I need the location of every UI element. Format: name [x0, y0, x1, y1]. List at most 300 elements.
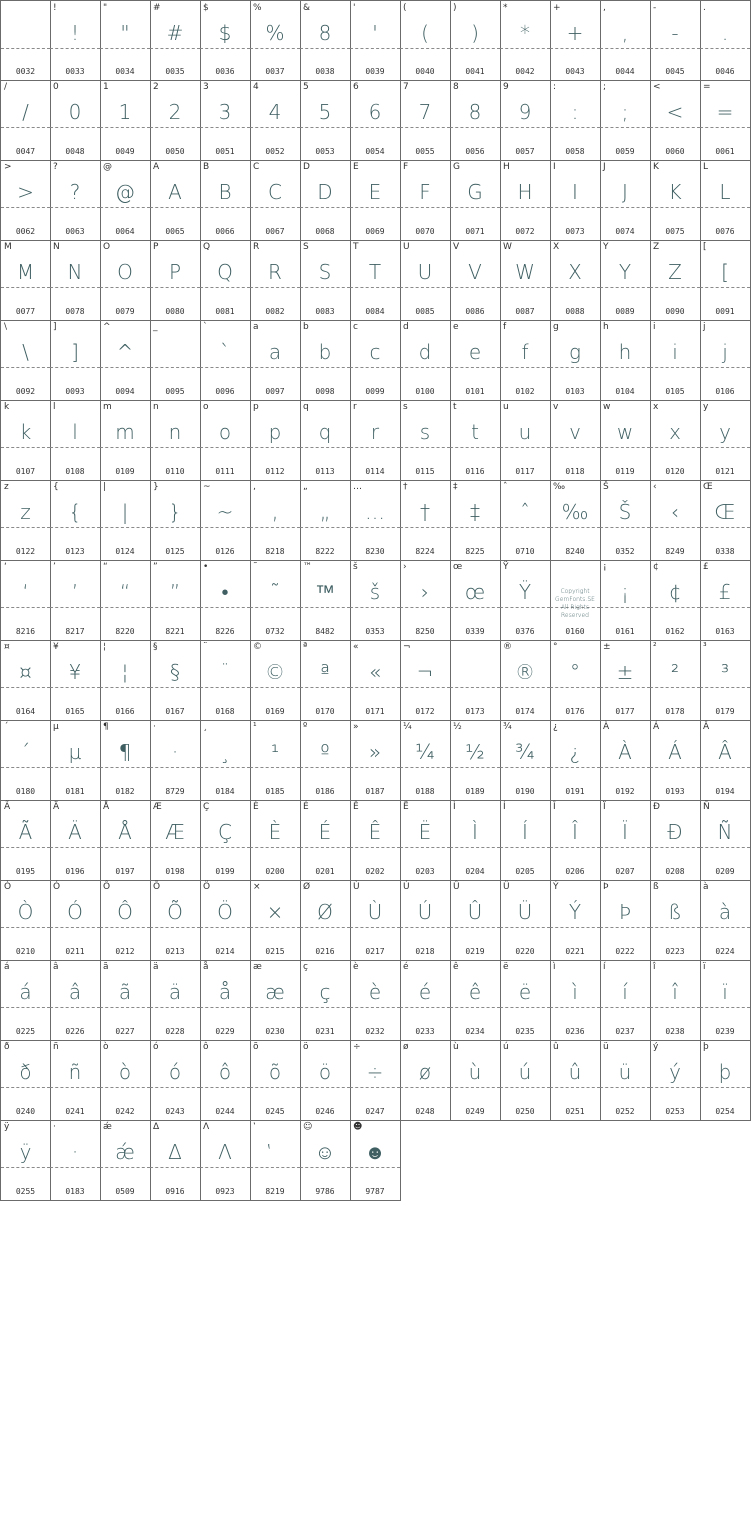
glyph-cell — [250, 1040, 301, 1121]
glyph-label: ¼ — [403, 722, 412, 732]
glyph-code: 0231 — [315, 1027, 335, 1036]
glyph-cell — [600, 0, 651, 81]
glyph-sample: ¢ — [668, 580, 682, 604]
glyph-label: V — [453, 242, 460, 252]
glyph-sample: ò — [118, 1060, 132, 1084]
glyph-cell — [400, 240, 451, 321]
glyph-label: ü — [603, 1042, 609, 1052]
baseline-guide — [350, 767, 400, 768]
baseline-guide — [300, 927, 350, 928]
glyph-sample: O — [117, 260, 133, 284]
glyph-cell — [450, 800, 501, 881]
glyph-label: › — [403, 562, 407, 572]
glyph-sample: ' — [372, 21, 378, 45]
baseline-guide — [600, 847, 650, 848]
glyph-sample: h — [618, 340, 632, 364]
glyph-cell — [450, 960, 501, 1041]
glyph-label: @ — [103, 162, 112, 172]
glyph-code: 0376 — [515, 627, 535, 636]
glyph-cell — [400, 160, 451, 241]
glyph-cell — [250, 640, 301, 721]
glyph-code: 8482 — [315, 627, 335, 636]
baseline-guide — [350, 1087, 400, 1088]
glyph-label: Ñ — [703, 802, 710, 812]
glyph-code: 0165 — [65, 707, 85, 716]
glyph-code: 0190 — [515, 787, 535, 796]
glyph-cell — [250, 320, 301, 401]
glyph-sample: a — [268, 340, 282, 364]
glyph-code: 8217 — [65, 627, 85, 636]
glyph-sample: U — [417, 260, 433, 284]
baseline-guide — [100, 687, 150, 688]
glyph-label: ² — [653, 642, 657, 652]
glyph-cell — [350, 1040, 401, 1121]
glyph-code: 0169 — [265, 707, 285, 716]
baseline-guide — [350, 527, 400, 528]
baseline-guide — [600, 607, 650, 608]
baseline-guide — [150, 767, 200, 768]
glyph-cell — [100, 400, 151, 481]
baseline-guide — [100, 847, 150, 848]
glyph-label: Ù — [353, 882, 360, 892]
glyph-label: Ç — [203, 802, 210, 812]
glyph-cell — [550, 240, 601, 321]
glyph-label: Z — [653, 242, 660, 252]
baseline-guide — [550, 1087, 600, 1088]
baseline-guide — [500, 527, 550, 528]
baseline-guide — [500, 447, 550, 448]
glyph-label: b — [303, 322, 309, 332]
glyph-cell — [300, 400, 351, 481]
glyph-cell — [50, 800, 101, 881]
glyph-code: 0041 — [465, 67, 485, 76]
glyph-label: ® — [503, 642, 512, 652]
glyph-code: 0105 — [665, 387, 685, 396]
glyph-code: 0075 — [665, 227, 685, 236]
glyph-sample: l — [72, 420, 78, 444]
glyph-code: 0255 — [15, 1187, 36, 1196]
baseline-guide — [50, 367, 100, 368]
baseline-guide — [150, 207, 200, 208]
glyph-sample: 6 — [368, 100, 382, 124]
glyph-sample: Λ — [218, 1140, 232, 1164]
glyph-sample: Z — [668, 260, 682, 284]
baseline-guide — [400, 1087, 450, 1088]
glyph-sample: ‹ — [671, 500, 679, 524]
glyph-code: 0509 — [115, 1187, 135, 1196]
glyph-sample: [ — [721, 260, 729, 284]
baseline-guide — [500, 1087, 550, 1088]
glyph-sample: Á — [668, 740, 682, 764]
glyph-sample: È — [268, 820, 282, 844]
glyph-sample: A — [168, 180, 182, 204]
glyph-code: 0194 — [715, 787, 735, 796]
baseline-guide — [550, 687, 600, 688]
glyph-label: À — [603, 722, 610, 732]
glyph-code: 0205 — [515, 867, 535, 876]
glyph-cell — [550, 400, 601, 481]
glyph-label: ç — [303, 962, 308, 972]
glyph-cell — [500, 80, 551, 161]
glyph-sample: J — [622, 180, 628, 204]
glyph-label: Ï — [603, 802, 606, 812]
glyph-code: 0242 — [115, 1107, 135, 1116]
baseline-guide — [250, 367, 300, 368]
glyph-cell — [500, 0, 551, 81]
glyph-cell — [700, 1040, 751, 1121]
glyph-sample: ` — [220, 340, 230, 364]
glyph-label: I — [553, 162, 556, 172]
glyph-cell — [200, 320, 251, 401]
glyph-sample: ´ — [20, 740, 31, 764]
glyph-label: v — [553, 402, 559, 412]
glyph-code: 0086 — [465, 307, 485, 316]
glyph-sample: ù — [468, 1060, 482, 1084]
glyph-cell — [450, 880, 501, 961]
baseline-guide — [400, 607, 450, 608]
glyph-sample: é — [418, 980, 432, 1004]
glyph-sample: Ê — [368, 820, 382, 844]
glyph-sample: Í — [522, 820, 528, 844]
glyph-cell — [450, 1040, 501, 1121]
glyph-code: 0108 — [65, 467, 85, 476]
glyph-sample: $ — [218, 21, 232, 45]
glyph-code: 8224 — [415, 547, 435, 556]
glyph-code: 0228 — [165, 1027, 185, 1036]
glyph-cell — [350, 160, 401, 241]
glyph-code: 8249 — [665, 547, 685, 556]
glyph-cell — [300, 160, 351, 241]
glyph-cell — [450, 80, 501, 161]
glyph-sample: ª — [320, 660, 330, 684]
baseline-guide — [700, 687, 750, 688]
baseline-guide — [400, 687, 450, 688]
baseline-guide — [600, 527, 650, 528]
glyph-code: 0238 — [665, 1027, 685, 1036]
glyph-label: ☺ — [303, 1122, 313, 1132]
glyph-cell — [650, 640, 701, 721]
glyph-label: $ — [203, 3, 209, 13]
glyph-cell — [500, 240, 551, 321]
baseline-guide — [550, 527, 600, 528]
glyph-cell — [500, 800, 551, 881]
glyph-sample: ð — [19, 1060, 32, 1084]
glyph-sample: â — [68, 980, 82, 1004]
glyph-sample: Ð — [667, 820, 683, 844]
glyph-code: 8218 — [265, 547, 285, 556]
glyph-sample: < — [666, 100, 684, 124]
baseline-guide — [250, 1007, 300, 1008]
glyph-cell — [150, 480, 201, 561]
glyph-code: 0115 — [415, 467, 435, 476]
glyph-cell — [550, 960, 601, 1041]
glyph-code: 0056 — [465, 147, 485, 156]
glyph-sample: ú — [518, 1060, 532, 1084]
baseline-guide — [700, 607, 750, 608]
glyph-label: F — [403, 162, 409, 172]
baseline-guide — [600, 367, 650, 368]
baseline-guide — [600, 48, 650, 49]
glyph-code: 0062 — [15, 227, 36, 236]
baseline-guide — [1, 287, 50, 288]
baseline-guide — [1, 767, 50, 768]
glyph-cell — [550, 720, 601, 801]
glyph-code: 0049 — [115, 147, 135, 156]
baseline-guide — [650, 287, 700, 288]
glyph-cell — [0, 1120, 51, 1201]
glyph-sample: ü — [618, 1060, 632, 1084]
glyph-label: > — [4, 162, 12, 172]
glyph-label: y — [703, 402, 709, 412]
glyph-code: 0236 — [565, 1027, 585, 1036]
glyph-code: 8225 — [465, 547, 485, 556]
glyph-sample: ǽ — [115, 1140, 135, 1164]
glyph-label: ù — [453, 1042, 459, 1052]
glyph-label: 8 — [453, 82, 459, 92]
glyph-cell — [500, 960, 551, 1041]
glyph-cell — [600, 800, 651, 881]
glyph-code: 0732 — [265, 627, 285, 636]
baseline-guide — [550, 927, 600, 928]
baseline-guide — [550, 207, 600, 208]
baseline-guide — [250, 607, 300, 608]
baseline-guide — [450, 127, 500, 128]
glyph-cell — [300, 80, 351, 161]
glyph-label: ú — [503, 1042, 509, 1052]
glyph-code: 8226 — [215, 627, 235, 636]
glyph-label: ´ — [4, 722, 9, 732]
glyph-code: 0227 — [115, 1027, 135, 1036]
glyph-sample: î — [672, 980, 678, 1004]
glyph-sample: 8 — [318, 21, 332, 45]
glyph-sample: ö — [318, 1060, 332, 1084]
glyph-label: { — [53, 482, 59, 492]
glyph-sample: H — [517, 180, 533, 204]
glyph-sample: m — [115, 420, 135, 444]
glyph-label: Ú — [403, 882, 410, 892]
glyph-sample: 3 — [218, 100, 232, 124]
glyph-sample: Ö — [217, 900, 233, 924]
glyph-sample: 5 — [318, 100, 332, 124]
baseline-guide — [250, 527, 300, 528]
glyph-sample: … — [365, 500, 385, 524]
baseline-guide — [550, 127, 600, 128]
glyph-sample: T — [368, 260, 382, 284]
baseline-guide — [450, 447, 500, 448]
glyph-cell — [200, 160, 251, 241]
glyph-cell — [150, 560, 201, 641]
glyph-code: 0211 — [65, 947, 85, 956]
glyph-code: 0080 — [165, 307, 185, 316]
baseline-guide — [600, 1007, 650, 1008]
glyph-label: É — [303, 802, 309, 812]
glyph-cell — [350, 240, 401, 321]
glyph-cell — [300, 1120, 351, 1201]
glyph-code: 0185 — [265, 787, 285, 796]
glyph-sample: · — [71, 1140, 79, 1164]
glyph-label: ǽ — [103, 1122, 112, 1132]
glyph-sample: ‡ — [470, 500, 480, 524]
baseline-guide — [400, 207, 450, 208]
glyph-sample: Œ — [714, 500, 736, 524]
glyph-cell — [50, 240, 101, 321]
glyph-cell — [700, 800, 751, 881]
glyph-sample: k — [19, 420, 32, 444]
glyph-label: í — [603, 962, 606, 972]
glyph-code: 0096 — [215, 387, 235, 396]
baseline-guide — [400, 367, 450, 368]
baseline-guide — [200, 687, 250, 688]
glyph-code: 0186 — [315, 787, 335, 796]
glyph-label: Š — [603, 482, 609, 492]
glyph-cell — [300, 880, 351, 961]
glyph-code: 0217 — [365, 947, 385, 956]
glyph-cell — [700, 960, 751, 1041]
glyph-label: } — [153, 482, 159, 492]
baseline-guide — [450, 607, 500, 608]
glyph-cell — [650, 0, 701, 81]
glyph-code: 0180 — [15, 787, 36, 796]
glyph-cell — [400, 880, 451, 961]
baseline-guide — [1, 447, 50, 448]
glyph-code: 0048 — [65, 147, 85, 156]
glyph-cell — [600, 320, 651, 401]
glyph-cell — [150, 160, 201, 241]
baseline-guide — [500, 847, 550, 848]
glyph-sample: ¾ — [515, 740, 535, 764]
glyph-sample: ³ — [720, 660, 730, 684]
baseline-guide — [300, 48, 350, 49]
glyph-label: . — [703, 3, 706, 13]
glyph-label: Ê — [353, 802, 359, 812]
glyph-sample: ☻ — [364, 1140, 386, 1164]
glyph-label: t — [453, 402, 457, 412]
glyph-code: 0183 — [65, 1187, 85, 1196]
glyph-code: 0184 — [215, 787, 235, 796]
baseline-guide — [350, 927, 400, 928]
glyph-label: õ — [253, 1042, 259, 1052]
glyph-label: / — [4, 82, 8, 92]
glyph-label: s — [403, 402, 408, 412]
baseline-guide — [200, 1167, 250, 1168]
baseline-guide — [100, 127, 150, 128]
baseline-guide — [150, 367, 200, 368]
baseline-guide — [500, 367, 550, 368]
glyph-cell — [500, 640, 551, 721]
glyph-label: ° — [553, 642, 558, 652]
glyph-label: Þ — [603, 882, 609, 892]
glyph-cell — [300, 960, 351, 1041]
baseline-guide — [1, 527, 50, 528]
glyph-code: 0042 — [515, 67, 535, 76]
baseline-guide — [650, 447, 700, 448]
glyph-label: Δ — [153, 1122, 160, 1132]
baseline-guide — [600, 447, 650, 448]
glyph-cell — [650, 960, 701, 1041]
baseline-guide — [1, 48, 50, 49]
glyph-code: 0219 — [465, 947, 485, 956]
baseline-guide — [700, 527, 750, 528]
glyph-sample: \ — [22, 340, 29, 364]
glyph-label: G — [453, 162, 460, 172]
glyph-code: 0035 — [165, 67, 185, 76]
baseline-guide — [50, 287, 100, 288]
glyph-sample: ¶ — [118, 740, 132, 764]
baseline-guide — [450, 527, 500, 528]
baseline-guide — [450, 1087, 500, 1088]
baseline-guide — [700, 207, 750, 208]
glyph-code: 0224 — [715, 947, 735, 956]
glyph-sample: › — [421, 580, 429, 604]
glyph-label: O — [103, 242, 111, 252]
glyph-label: ò — [103, 1042, 109, 1052]
glyph-cell — [500, 480, 551, 561]
glyph-sample: ñ — [68, 1060, 82, 1084]
glyph-label: § — [153, 642, 158, 652]
glyph-cell — [250, 80, 301, 161]
glyph-cell — [400, 0, 451, 81]
glyph-cell — [0, 880, 51, 961]
glyph-label: Ã — [4, 802, 11, 812]
glyph-sample: £ — [718, 580, 732, 604]
baseline-guide — [550, 48, 600, 49]
glyph-cell — [500, 560, 551, 641]
baseline-guide — [150, 687, 200, 688]
glyph-label: _ — [153, 322, 158, 332]
glyph-sample: Ì — [472, 820, 478, 844]
glyph-code: 0251 — [565, 1107, 585, 1116]
glyph-cell — [350, 880, 401, 961]
baseline-guide — [650, 127, 700, 128]
glyph-label: Ì — [453, 802, 456, 812]
baseline-guide — [400, 447, 450, 448]
glyph-cell — [0, 640, 51, 721]
glyph-code: 0036 — [215, 67, 235, 76]
baseline-guide — [500, 48, 550, 49]
glyph-cell — [350, 800, 401, 881]
baseline-guide — [200, 847, 250, 848]
glyph-code: 0202 — [365, 867, 385, 876]
glyph-cell — [650, 400, 701, 481]
baseline-guide — [650, 927, 700, 928]
baseline-guide — [200, 1087, 250, 1088]
glyph-sample: W — [515, 260, 535, 284]
glyph-cell — [400, 960, 451, 1041]
glyph-sample: C — [268, 180, 282, 204]
glyph-cell — [600, 960, 651, 1041]
glyph-code: 0353 — [365, 627, 385, 636]
baseline-guide — [700, 767, 750, 768]
glyph-sample: Ù — [367, 900, 383, 924]
baseline-guide — [50, 1007, 100, 1008]
glyph-cell — [550, 800, 601, 881]
glyph-label: ” — [153, 562, 158, 572]
glyph-label: Í — [503, 802, 506, 812]
glyph-code: 0250 — [515, 1107, 535, 1116]
glyph-code: 0073 — [565, 227, 585, 236]
glyph-cell — [450, 480, 501, 561]
glyph-sample: Ø — [317, 900, 333, 924]
baseline-guide — [250, 127, 300, 128]
glyph-cell — [400, 320, 451, 401]
glyph-code: 9786 — [315, 1187, 335, 1196]
baseline-guide — [600, 767, 650, 768]
baseline-guide — [550, 1007, 600, 1008]
glyph-cell — [400, 80, 451, 161]
glyph-cell — [150, 1040, 201, 1121]
glyph-sample: Ÿ — [518, 580, 532, 604]
glyph-code: 0249 — [465, 1107, 485, 1116]
